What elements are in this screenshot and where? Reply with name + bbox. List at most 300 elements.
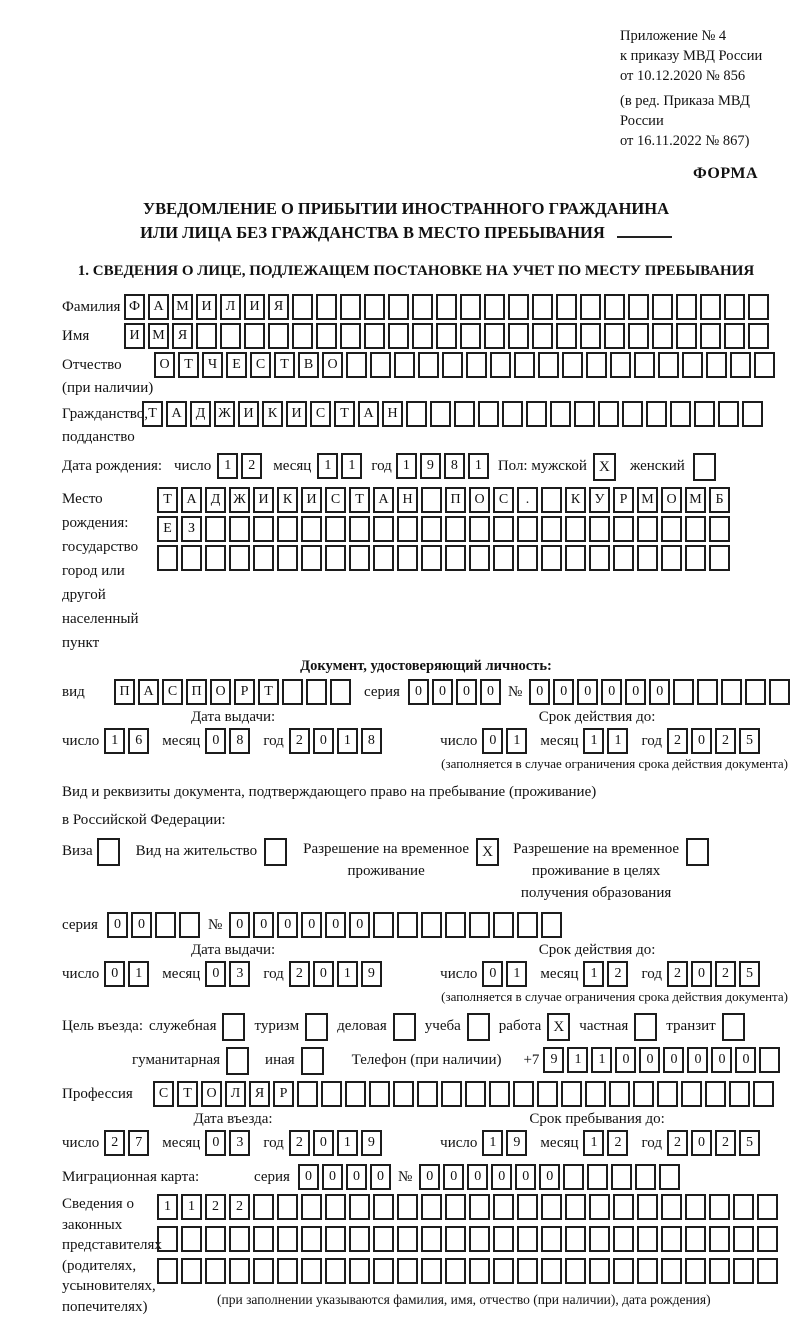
char-cell: 1 — [583, 728, 604, 754]
char-cell: Р — [273, 1081, 294, 1107]
char-cell — [757, 1226, 778, 1252]
char-cell — [442, 352, 463, 378]
char-cell — [556, 323, 577, 349]
char-cell — [634, 352, 655, 378]
residence-valid-year-cells — [667, 961, 763, 987]
char-cell: 1 — [317, 453, 338, 479]
birth-place-label-line: город или другой — [62, 559, 157, 607]
char-cell — [769, 679, 790, 705]
phone-prefix: +7 — [523, 1047, 539, 1073]
stay-month-cells — [583, 1130, 631, 1156]
char-cell — [541, 1258, 562, 1284]
char-cell — [253, 1258, 274, 1284]
purpose-official-checkbox — [222, 1013, 245, 1041]
char-cell — [532, 323, 553, 349]
identity-doc-heading: Документ, удостоверяющий личность: — [62, 658, 790, 675]
guardians-cells-column — [157, 1194, 781, 1308]
purpose-study-label: учеба — [425, 1013, 461, 1039]
residence-number-cells — [229, 912, 565, 938]
day-label: число — [62, 1130, 99, 1156]
char-cell: 0 — [553, 679, 574, 705]
char-cell: Т — [177, 1081, 198, 1107]
char-cell: Т — [349, 487, 370, 513]
char-cell: М — [685, 487, 706, 513]
char-cell: С — [325, 487, 346, 513]
citizenship-label-line2: подданство — [62, 427, 142, 447]
char-cell — [613, 516, 634, 542]
residence-validity-footnote: (заполняется в случае ограничения срока действия документа) — [62, 989, 788, 1005]
char-cell — [637, 545, 658, 571]
char-cell: 1 — [337, 728, 358, 754]
char-cell — [589, 1258, 610, 1284]
surname-label: Фамилия — [62, 294, 124, 320]
char-cell — [532, 294, 553, 320]
char-cell — [445, 1194, 466, 1220]
temp-residence-education-label — [513, 838, 679, 904]
appendix-line: Приложение № 4 — [620, 26, 790, 46]
char-cell: И — [301, 487, 322, 513]
char-cell: Т — [258, 679, 279, 705]
char-cell — [155, 912, 176, 938]
residence-valid-group — [404, 942, 790, 987]
char-cell — [661, 545, 682, 571]
char-cell — [469, 1226, 490, 1252]
char-cell — [364, 323, 385, 349]
char-cell — [465, 1081, 486, 1107]
year-label: год — [263, 728, 283, 754]
temp-residence-line1: Разрешение на временное — [303, 841, 469, 857]
char-cell — [277, 1226, 298, 1252]
char-cell — [460, 323, 481, 349]
char-cell — [659, 1164, 680, 1190]
char-cell: И — [286, 401, 307, 427]
char-cell — [556, 294, 577, 320]
char-cell — [658, 352, 679, 378]
migration-card-row — [62, 1164, 790, 1190]
stay-until-group — [404, 1111, 790, 1156]
char-cell — [541, 912, 562, 938]
char-cell: 0 — [349, 912, 370, 938]
entry-day-cells — [104, 1130, 152, 1156]
birth-month-cells — [317, 453, 365, 479]
char-cell — [445, 1258, 466, 1284]
char-cell — [508, 323, 529, 349]
char-cell — [321, 1081, 342, 1107]
year-label: год — [641, 728, 661, 754]
char-cell: 0 — [443, 1164, 464, 1190]
char-cell — [181, 1258, 202, 1284]
purpose-private-checkbox — [634, 1013, 657, 1041]
char-cell — [301, 1258, 322, 1284]
char-cell: 1 — [567, 1047, 588, 1073]
char-cell: 8 — [229, 728, 250, 754]
char-cell: 0 — [539, 1164, 560, 1190]
char-cell: К — [565, 487, 586, 513]
char-cell: 2 — [289, 728, 310, 754]
patronymic-cells — [154, 352, 778, 378]
char-cell — [205, 545, 226, 571]
char-cell: . — [517, 487, 538, 513]
char-cell: И — [196, 294, 217, 320]
char-cell: 0 — [663, 1047, 684, 1073]
guardians-block — [62, 1194, 790, 1317]
char-cell — [613, 545, 634, 571]
char-cell: 0 — [687, 1047, 708, 1073]
valid-day-cells — [482, 728, 530, 754]
char-cell: 2 — [607, 961, 628, 987]
char-cell — [574, 401, 595, 427]
purpose-work-label: работа — [499, 1013, 542, 1039]
char-cell — [421, 1258, 442, 1284]
char-cell — [580, 323, 601, 349]
char-cell — [513, 1081, 534, 1107]
char-cell — [700, 294, 721, 320]
char-cell: 1 — [128, 961, 149, 987]
temp-residence-education-checkbox — [686, 838, 709, 866]
char-cell — [705, 1081, 726, 1107]
residence-issue-line — [62, 961, 404, 987]
char-cell: 5 — [739, 728, 760, 754]
char-cell — [441, 1081, 462, 1107]
char-cell — [253, 545, 274, 571]
char-cell: 2 — [229, 1194, 250, 1220]
purpose-business-label: деловая — [337, 1013, 387, 1039]
residence-issue-year-cells — [289, 961, 385, 987]
char-cell: К — [277, 487, 298, 513]
char-cell — [586, 352, 607, 378]
char-cell — [561, 1081, 582, 1107]
residence-series-label: серия — [62, 912, 98, 938]
residence-valid-day-cells — [482, 961, 530, 987]
char-cell — [205, 1258, 226, 1284]
entry-stay-dates — [62, 1111, 790, 1156]
residence-valid-caption: Срок действия до: — [404, 942, 790, 959]
char-cell: 0 — [615, 1047, 636, 1073]
char-cell: Л — [225, 1081, 246, 1107]
char-cell — [759, 1047, 780, 1073]
title-line-1: УВЕДОМЛЕНИЕ О ПРИБЫТИИ ИНОСТРАННОГО ГРАЖДАНИНА — [62, 197, 750, 221]
char-cell — [373, 545, 394, 571]
appendix-line: к приказу МВД России — [620, 46, 790, 66]
char-cell — [445, 912, 466, 938]
day-label: число — [440, 1130, 477, 1156]
migration-number-label: № — [398, 1164, 412, 1190]
char-cell — [157, 1258, 178, 1284]
month-label: месяц — [540, 728, 578, 754]
char-cell: 1 — [181, 1194, 202, 1220]
char-cell — [397, 516, 418, 542]
char-cell — [253, 1194, 274, 1220]
char-cell — [733, 1194, 754, 1220]
char-cell: 0 — [107, 912, 128, 938]
char-cell — [541, 516, 562, 542]
migration-card-label: Миграционная карта: — [62, 1164, 220, 1190]
char-cell — [301, 545, 322, 571]
doc-kind-cells — [114, 679, 354, 705]
char-cell — [345, 1081, 366, 1107]
guardians-cells-row1 — [157, 1194, 781, 1220]
char-cell — [489, 1081, 510, 1107]
char-cell: 1 — [157, 1194, 178, 1220]
char-cell — [445, 1226, 466, 1252]
char-cell: 0 — [577, 679, 598, 705]
char-cell — [325, 516, 346, 542]
doc-number-cells — [529, 679, 793, 705]
char-cell — [349, 545, 370, 571]
char-cell: Т — [157, 487, 178, 513]
char-cell — [517, 912, 538, 938]
char-cell: И — [238, 401, 259, 427]
name-label: Имя — [62, 323, 124, 349]
char-cell — [421, 516, 442, 542]
char-cell: М — [148, 323, 169, 349]
char-cell — [635, 1164, 656, 1190]
char-cell: 8 — [361, 728, 382, 754]
char-cell: 0 — [419, 1164, 440, 1190]
purpose-transit-label: транзит — [666, 1013, 715, 1039]
char-cell: З — [181, 516, 202, 542]
char-cell: Л — [220, 294, 241, 320]
day-label: число — [174, 453, 211, 479]
year-label: год — [641, 961, 661, 987]
visa-label: Виза — [62, 838, 93, 864]
char-cell: О — [210, 679, 231, 705]
char-cell: Д — [205, 487, 226, 513]
char-cell — [609, 1081, 630, 1107]
valid-until-caption: Срок действия до: — [404, 709, 790, 726]
char-cell: 0 — [691, 961, 712, 987]
char-cell — [445, 516, 466, 542]
char-cell — [397, 1194, 418, 1220]
temp-residence-label — [303, 838, 469, 882]
month-label: месяц — [162, 961, 200, 987]
char-cell — [757, 1258, 778, 1284]
char-cell: 1 — [341, 453, 362, 479]
char-cell — [685, 545, 706, 571]
char-cell — [325, 545, 346, 571]
char-cell: М — [637, 487, 658, 513]
char-cell: Т — [334, 401, 355, 427]
char-cell — [753, 1081, 774, 1107]
char-cell: Я — [249, 1081, 270, 1107]
char-cell — [397, 912, 418, 938]
char-cell: 0 — [432, 679, 453, 705]
char-cell — [229, 1258, 250, 1284]
char-cell: 0 — [529, 679, 550, 705]
month-label: месяц — [540, 1130, 578, 1156]
char-cell: С — [250, 352, 271, 378]
char-cell: 0 — [205, 961, 226, 987]
char-cell — [550, 401, 571, 427]
char-cell: В — [298, 352, 319, 378]
purpose-other-checkbox — [301, 1047, 324, 1075]
char-cell: М — [172, 294, 193, 320]
char-cell — [493, 912, 514, 938]
char-cell — [277, 545, 298, 571]
residence-issue-month-cells — [205, 961, 253, 987]
char-cell — [685, 1194, 706, 1220]
char-cell — [508, 294, 529, 320]
char-cell: 3 — [229, 1130, 250, 1156]
purpose-study-checkbox — [467, 1013, 490, 1041]
char-cell — [282, 679, 303, 705]
char-cell — [349, 1226, 370, 1252]
char-cell — [394, 352, 415, 378]
patronymic-label-line1: Отчество — [62, 352, 154, 378]
month-label: месяц — [162, 728, 200, 754]
birth-place-cells-row1 — [157, 487, 733, 513]
char-cell — [611, 1164, 632, 1190]
char-cell — [637, 1194, 658, 1220]
char-cell — [373, 912, 394, 938]
birth-place-label-line: населенный пункт — [62, 607, 157, 655]
char-cell: 0 — [482, 728, 503, 754]
char-cell: 0 — [313, 728, 334, 754]
char-cell: С — [310, 401, 331, 427]
char-cell: 2 — [715, 961, 736, 987]
char-cell — [685, 1226, 706, 1252]
char-cell: 1 — [506, 728, 527, 754]
purpose-tourism-checkbox — [305, 1013, 328, 1041]
char-cell — [229, 516, 250, 542]
char-cell — [229, 1226, 250, 1252]
residence-series-row — [62, 912, 790, 938]
char-cell — [330, 679, 351, 705]
char-cell: 1 — [506, 961, 527, 987]
char-cell: 0 — [625, 679, 646, 705]
char-cell: 1 — [468, 453, 489, 479]
birth-place-block — [62, 487, 790, 655]
migration-series-cells — [298, 1164, 394, 1190]
char-cell — [628, 294, 649, 320]
char-cell: 0 — [104, 961, 125, 987]
char-cell — [541, 545, 562, 571]
char-cell: 0 — [229, 912, 250, 938]
char-cell: 0 — [277, 912, 298, 938]
char-cell — [325, 1226, 346, 1252]
char-cell — [325, 1258, 346, 1284]
patronymic-row — [62, 352, 790, 398]
guardians-label-line: попечителях) — [62, 1297, 157, 1317]
char-cell: 9 — [361, 961, 382, 987]
title-line-2 — [62, 221, 750, 245]
char-cell: 3 — [229, 961, 250, 987]
char-cell — [637, 516, 658, 542]
char-cell — [445, 545, 466, 571]
char-cell — [412, 323, 433, 349]
char-cell: 0 — [691, 728, 712, 754]
residence-intro-1: Вид и реквизиты документа, подтверждающего право на пребывание (проживание) — [62, 780, 790, 804]
char-cell — [373, 1226, 394, 1252]
char-cell — [709, 545, 730, 571]
guardians-cells-row3 — [157, 1258, 781, 1284]
char-cell: Я — [268, 294, 289, 320]
residence-doc-dates — [62, 942, 790, 987]
char-cell: 0 — [313, 961, 334, 987]
char-cell — [297, 1081, 318, 1107]
residence-number-label: № — [208, 912, 222, 938]
char-cell — [517, 1258, 538, 1284]
char-cell — [484, 323, 505, 349]
char-cell: 2 — [667, 728, 688, 754]
char-cell — [565, 1226, 586, 1252]
char-cell — [748, 294, 769, 320]
char-cell — [373, 1258, 394, 1284]
char-cell — [633, 1081, 654, 1107]
char-cell — [681, 1081, 702, 1107]
residence-series-cells — [107, 912, 203, 938]
char-cell — [370, 352, 391, 378]
char-cell: 1 — [104, 728, 125, 754]
birth-place-cells-column — [157, 487, 733, 571]
stay-year-cells — [667, 1130, 763, 1156]
char-cell: 1 — [482, 1130, 503, 1156]
char-cell — [181, 545, 202, 571]
char-cell — [421, 487, 442, 513]
day-label: число — [62, 728, 99, 754]
char-cell: 2 — [667, 961, 688, 987]
char-cell: 0 — [480, 679, 501, 705]
validity-footnote: (заполняется в случае ограничения срока действия документа) — [62, 756, 788, 772]
residence-issue-day-cells — [104, 961, 152, 987]
char-cell — [709, 516, 730, 542]
char-cell — [157, 1226, 178, 1252]
char-cell — [349, 1258, 370, 1284]
char-cell: 0 — [325, 912, 346, 938]
birth-year-cells — [396, 453, 492, 479]
char-cell — [613, 1258, 634, 1284]
entry-date-group — [62, 1111, 404, 1156]
char-cell — [325, 1194, 346, 1220]
char-cell — [196, 323, 217, 349]
profession-row — [62, 1081, 790, 1107]
char-cell — [587, 1164, 608, 1190]
char-cell — [364, 294, 385, 320]
option-temp-residence-education — [513, 838, 709, 904]
char-cell — [724, 323, 745, 349]
char-cell — [179, 912, 200, 938]
patronymic-label-line2: (при наличии) — [62, 378, 154, 398]
char-cell: 0 — [691, 1130, 712, 1156]
issue-date-group — [62, 709, 404, 754]
char-cell — [349, 1194, 370, 1220]
option-residence-permit — [136, 838, 287, 866]
purpose-row — [62, 1013, 790, 1041]
char-cell: 9 — [506, 1130, 527, 1156]
char-cell: 0 — [491, 1164, 512, 1190]
char-cell — [292, 294, 313, 320]
char-cell — [421, 1226, 442, 1252]
char-cell: С — [162, 679, 183, 705]
char-cell — [541, 1194, 562, 1220]
education-line1: Разрешение на временное — [513, 841, 679, 857]
char-cell — [517, 516, 538, 542]
char-cell — [478, 401, 499, 427]
name-cells — [124, 323, 772, 349]
char-cell — [565, 545, 586, 571]
char-cell — [589, 545, 610, 571]
char-cell — [526, 401, 547, 427]
char-cell — [205, 1226, 226, 1252]
char-cell: 2 — [104, 1130, 125, 1156]
doc-series-cells — [408, 679, 504, 705]
char-cell — [657, 1081, 678, 1107]
residence-permit-label: Вид на жительство — [136, 838, 257, 864]
birth-place-cells-row2 — [157, 516, 733, 542]
stay-until-caption: Срок пребывания до: — [404, 1111, 790, 1128]
purpose-work-checkbox: X — [547, 1013, 570, 1041]
char-cell: 5 — [739, 1130, 760, 1156]
